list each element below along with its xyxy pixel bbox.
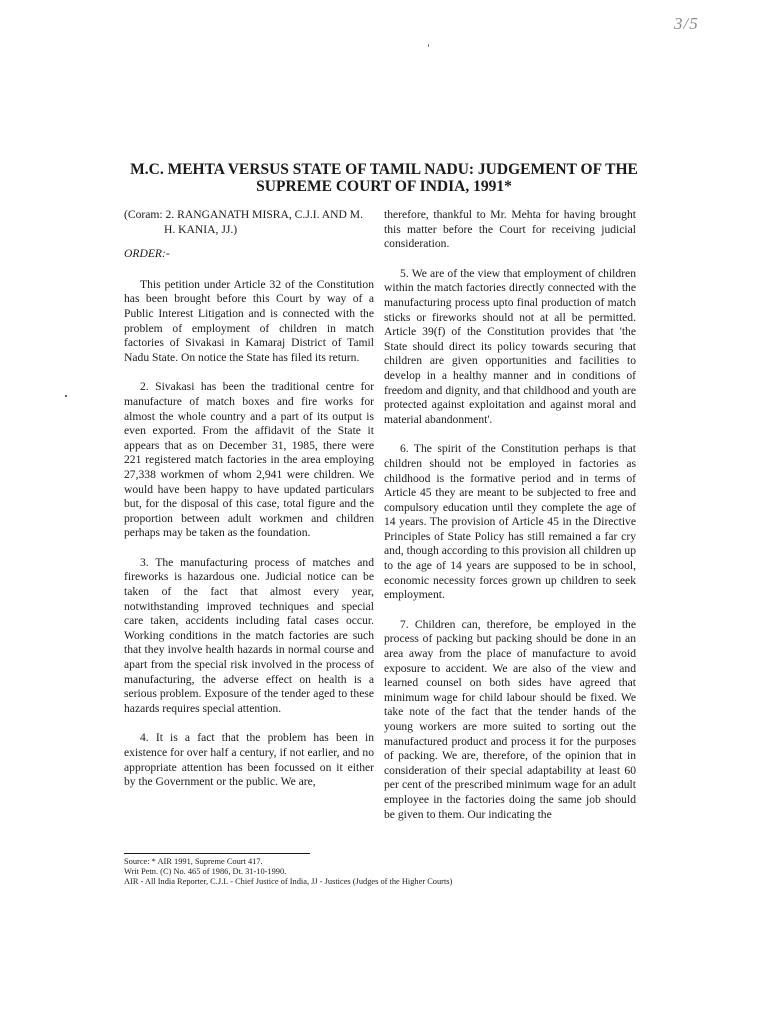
footnote-divider bbox=[124, 853, 310, 854]
paragraph-4: 4. It is a fact that the problem has been in existence for over half a century, if not earlier, and no appropriate attention has been focussed on it either by the Government or the public. We are, bbox=[124, 731, 374, 789]
order-label: ORDER:- bbox=[124, 247, 170, 261]
scan-mark bbox=[428, 44, 429, 47]
footnote-abbreviations: AIR - All India Reporter, C.J.I. - Chief Justice of India, JJ - Justices (Judges of the Higher Courts) bbox=[124, 877, 453, 886]
paragraph-2: 2. Sivakasi has been the traditional centre for manufacture of match boxes and fire works for almost the whole country and a part of its output is even exported. From the affidavit of the State it appears that as on December 31, 1985, there were 221 registered match factories in the area employing 27,338 workmen of whom 2,941 were children. We would have been happy to have updated particulars but, for the disposal of this case, total figure and the proportion between adult workmen and children perhaps may be taken as the foundation. bbox=[124, 380, 374, 540]
paragraph-6: 6. The spirit of the Constitution perhaps is that children should not be employed in factories as childhood is the formative period and in terms of Article 45 they are meant to be subjected to free and compulsory education until they complete the age of 14 years. The provision of Article 45 in the Directive Principles of State Policy has still remained a far cry and, though according to this provision all children up to the age of 14 years are supposed to be in school, economic necessity forces grown up children to seek employment. bbox=[384, 442, 636, 602]
paragraph-7: 7. Children can, therefore, be employed in the process of packing but packing should be done in an area away from the place of manufacture to avoid exposure to accident. We are also of the view and learned counsel on both sides have agreed that minimum wage for child labour should be fixed. We take note of the fact that the tender hands of the young workers are more suited to sorting out the manufactured product and process it for the purposes of packing. We are, therefore, of the opinion that in consideration of their special adaptability at least 60 per cent of the prescribed minimum wage for an adult employee in the factories doing the same job should be given to them. Our indicating the bbox=[384, 617, 636, 821]
left-column bbox=[124, 208, 374, 805]
paragraph-4-continued: therefore, thankful to Mr. Mehta for having brought this matter before the Court for receiving judicial consideration. bbox=[384, 208, 636, 251]
footnote-source: Source: * AIR 1991, Supreme Court 417. bbox=[124, 857, 263, 866]
paragraph-5: 5. We are of the view that employment of children within the match factories directly connected with the manufacturing process upto final production of match sticks or fireworks should not at all be permitted. Article 39(f) of the Constitution provides that 'the State should direct its policy towards securing that children are given opportunities and facilities to develop in a healthy manner and in conditions of freedom and dignity, and that childhood and youth are protected against exploitation and against moral and material abandonment'. bbox=[384, 266, 636, 426]
paragraph-1: This petition under Article 32 of the Constitution has been brought before this Court by way of a Public Interest Litigation and is connected with the problem of employment of children in match factories of Sivakasi in Kamaraj District of Tamil Nadu State. On notice the State has filed its return. bbox=[124, 277, 374, 364]
document-title: M.C. MEHTA VERSUS STATE OF TAMIL NADU: JUDGEMENT OF THE SUPREME COURT OF INDIA, 1991* bbox=[130, 161, 638, 195]
coram: (Coram: 2. RANGANATH MISRA, C.J.I. AND M. H. KANIA, JJ.) bbox=[124, 208, 363, 236]
footnotes bbox=[124, 857, 644, 887]
scan-dot bbox=[65, 395, 67, 397]
right-column bbox=[384, 208, 636, 837]
footnote-writ: Writ Petn. (C) No. 465 of 1986, Dt. 31-10-1990. bbox=[124, 867, 287, 876]
handwritten-page-mark: 3/5 bbox=[674, 14, 699, 33]
paragraph-3: 3. The manufacturing process of matches and fireworks is hazardous one. Judicial notice can be taken of the fact that almost every year, notwithstanding improved techniques and special care taken, accidents including fatal cases occur. Working conditions in the match factories are such that they involve health hazards in normal course and apart from the special risk involved in the process of manufacturing, the adverse effect on health is a serious problem. Exposure of the tender aged to these hazards requires special attention. bbox=[124, 555, 374, 715]
